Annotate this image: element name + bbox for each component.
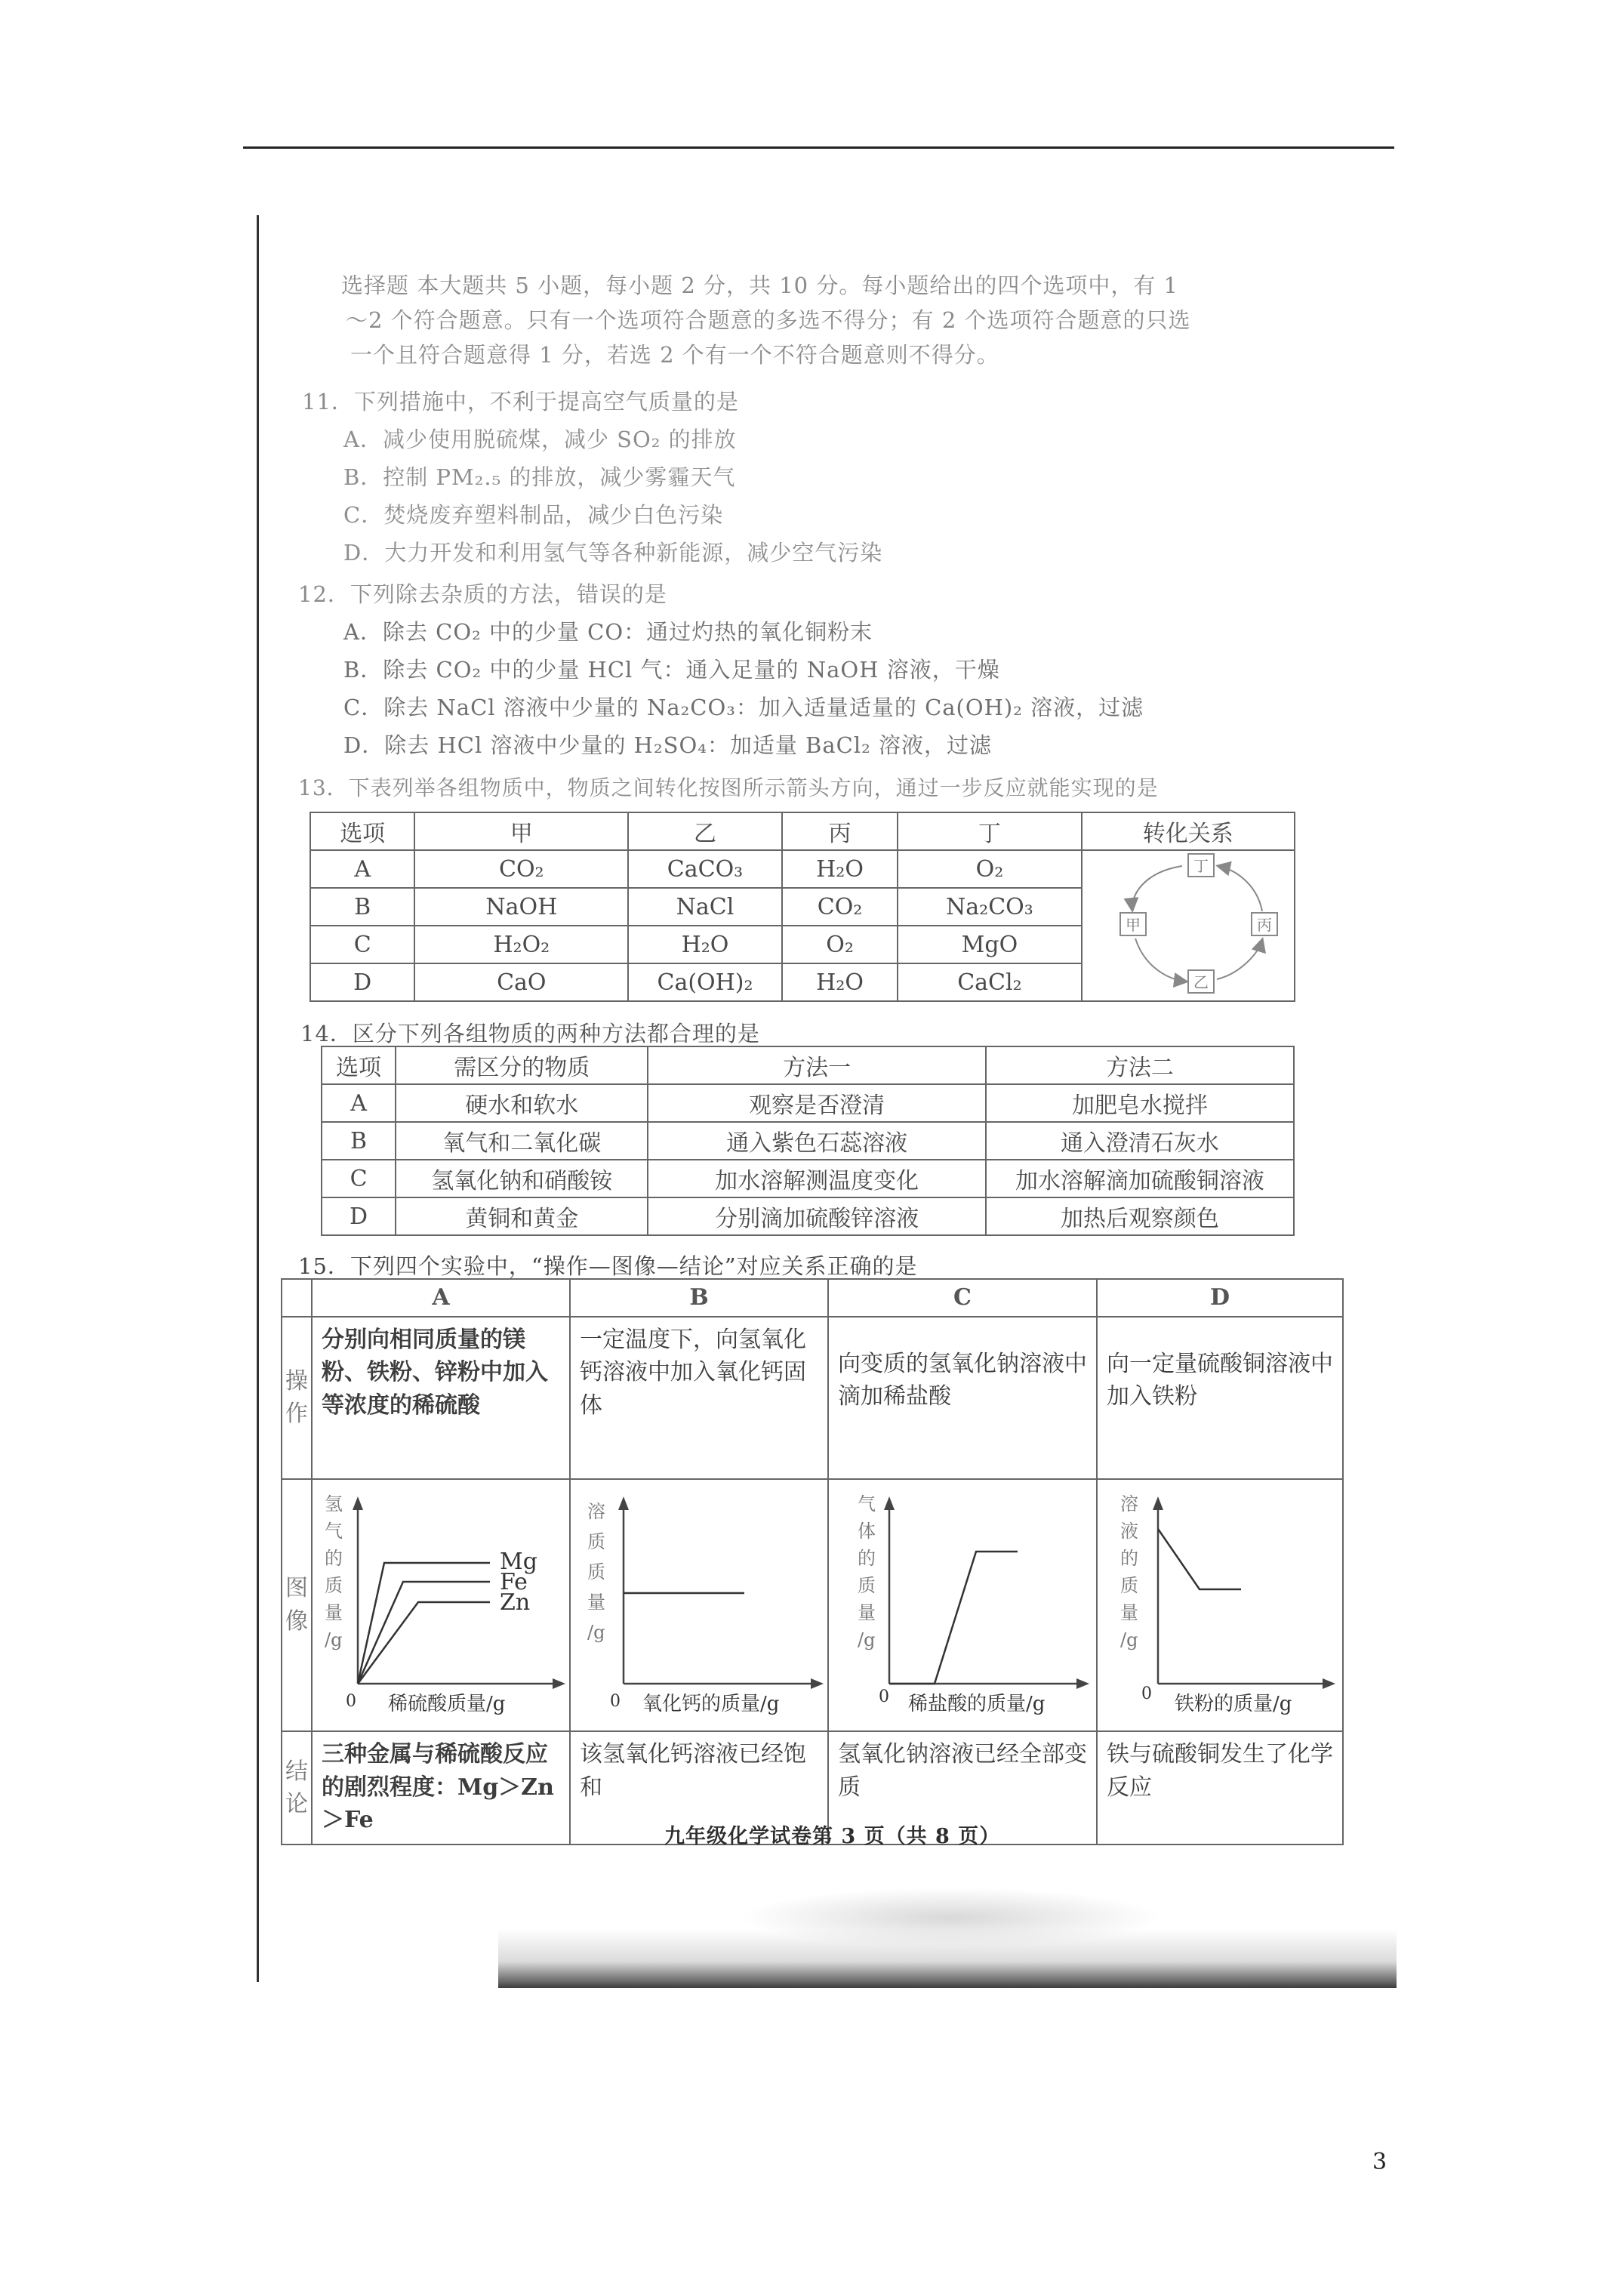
q14-cell: 加热后观察颜色: [986, 1197, 1294, 1235]
y-axis-arrow: [884, 1496, 895, 1510]
y-label-char: 气: [858, 1493, 876, 1515]
q15-table: [281, 1278, 1344, 1845]
q13-cell: A: [310, 850, 414, 888]
q13-header-ding: 丁: [898, 812, 1081, 850]
y-label-char: 量: [858, 1601, 876, 1623]
series-line-zn: [358, 1602, 490, 1684]
series-line: [1158, 1529, 1241, 1589]
q15-conclusion-c: 氢氧化钠溶液已经全部变质: [828, 1731, 1097, 1845]
series-label-fe: Fe: [500, 1568, 528, 1595]
y-label-char: 量: [1120, 1601, 1138, 1623]
q15-graph-b-cell: [570, 1479, 828, 1732]
arrow-yi-to-bing: [1217, 940, 1262, 979]
q13-cell: H₂O: [782, 963, 898, 1001]
q15-operation-b: 一定温度下，向氢氧化钙溶液中加入氧化钙固体: [570, 1317, 828, 1479]
q15-col-c: C: [828, 1279, 1097, 1317]
y-label-char: 质: [1120, 1574, 1138, 1596]
y-label-char: /g: [325, 1629, 343, 1650]
q14-header-method-2: 方法二: [986, 1046, 1294, 1084]
q13-header-option: 选项: [310, 812, 414, 850]
x-axis-arrow: [553, 1678, 565, 1689]
y-label-char: 气: [325, 1520, 343, 1542]
q13-stem: 13．下表列举各组物质中，物质之间转化按图所示箭头方向，通过一步反应就能实现的是: [298, 775, 1159, 800]
y-label-char: 溶: [587, 1500, 605, 1522]
q13-transformation-diagram: [1107, 849, 1292, 1000]
y-label-char: 体: [858, 1520, 876, 1542]
q13-cell: B: [310, 888, 414, 926]
q15-stem: 15．下列四个实验中，“操作—图像—结论”对应关系正确的是: [298, 1253, 918, 1279]
q14-header-method-1: 方法一: [648, 1046, 985, 1084]
x-axis-label: 稀硫酸质量/g: [388, 1692, 506, 1715]
y-axis-arrow: [1153, 1496, 1163, 1510]
q13-cell: O₂: [782, 926, 898, 963]
arrow-ding-to-jia: [1132, 866, 1182, 910]
q14-cell: 加水溶解测温度变化: [648, 1160, 985, 1197]
scan-edge-shadow: [498, 1929, 1397, 1988]
q15-graph-b: [571, 1480, 827, 1721]
q15-corner: [282, 1279, 312, 1317]
y-label-char: /g: [858, 1629, 876, 1650]
x-axis-label: 铁粉的质量/g: [1175, 1692, 1292, 1715]
q14-table: [321, 1046, 1295, 1236]
q14-header-substances: 需区分的物质: [396, 1046, 648, 1084]
x-axis-label: 氧化钙的质量/g: [642, 1692, 780, 1715]
q15-graph-d-cell: [1097, 1479, 1343, 1732]
q13-cell: CaO: [414, 963, 628, 1001]
q11-option-a: A．减少使用脱硫煤，减少 SO₂ 的排放: [343, 427, 737, 452]
q15-graph-a: [313, 1480, 569, 1721]
q13-cell: D: [310, 963, 414, 1001]
q15-row-operation-label: 操作: [282, 1317, 312, 1479]
top-rule: [243, 146, 1394, 149]
q12-option-d: D．除去 HCl 溶液中少量的 H₂SO₄：加适量 BaCl₂ 溶液，过滤: [343, 732, 992, 758]
q15-operation-d: 向一定量硫酸铜溶液中加入铁粉: [1097, 1317, 1343, 1479]
q11-option-c: C．焚烧废弃塑料制品，减少白色污染: [343, 502, 724, 528]
q14-cell: 分别滴加硫酸锌溶液: [648, 1197, 985, 1235]
q14-cell: A: [322, 1084, 396, 1122]
page-footer: 九年级化学试卷第 3 页（共 8 页）: [664, 1825, 1001, 1848]
y-label-char: 量: [587, 1591, 605, 1613]
q14-cell: 加肥皂水搅拌: [986, 1084, 1294, 1122]
y-label-char: 溶: [1120, 1493, 1138, 1515]
y-label-char: 液: [1120, 1520, 1138, 1542]
q12-option-b: B．除去 CO₂ 中的少量 HCl 气：通入足量的 NaOH 溶液，干燥: [343, 657, 1000, 683]
q14-cell: 加水溶解滴加硫酸铜溶液: [986, 1160, 1294, 1197]
q14-cell: B: [322, 1122, 396, 1160]
q13-cell: H₂O₂: [414, 926, 628, 963]
q11-option-d: D．大力开发和利用氢气等各种新能源，减少空气污染: [343, 540, 883, 566]
q13-cell: CO₂: [414, 850, 628, 888]
q12-stem: 12．下列除去杂质的方法，错误的是: [298, 581, 667, 607]
y-label-char: 质: [587, 1530, 605, 1552]
q15-conclusion-b: 该氢氧化钙溶液已经饱和: [570, 1731, 828, 1845]
y-label-char: 质: [587, 1561, 605, 1583]
label-ding: 丁: [1193, 857, 1209, 875]
y-axis-arrow: [353, 1496, 363, 1510]
y-label-char: /g: [1120, 1629, 1138, 1650]
q15-conclusion-a: 三种金属与稀硫酸反应的剧烈程度：Mg＞Zn＞Fe: [312, 1731, 570, 1845]
q15-operation-c: 向变质的氢氧化钠溶液中滴加稀盐酸: [828, 1317, 1097, 1479]
section-intro-line-1: 选择题 本大题共 5 小题，每小题 2 分，共 10 分。每小题给出的四个选项中，有 1: [341, 273, 1179, 298]
series-line: [889, 1552, 1018, 1684]
q13-cell: Na₂CO₃: [898, 888, 1081, 926]
label-bing: 丙: [1257, 916, 1272, 934]
series-label-zn: Zn: [500, 1589, 531, 1616]
q13-cell: H₂O: [628, 926, 782, 963]
q13-header-jia: 甲: [414, 812, 628, 850]
q14-cell: 通入紫色石蕊溶液: [648, 1122, 985, 1160]
label-jia: 甲: [1126, 916, 1141, 934]
q14-cell: 黄铜和黄金: [396, 1197, 648, 1235]
q14-cell: 氧气和二氧化碳: [396, 1122, 648, 1160]
q14-cell: 硬水和软水: [396, 1084, 648, 1122]
q11-option-b: B．控制 PM₂.₅ 的排放，减少雾霾天气: [343, 464, 736, 490]
q15-operation-a: 分别向相同质量的镁粉、铁粉、锌粉中加入等浓度的稀硫酸: [312, 1317, 570, 1479]
origin-label: 0: [1141, 1684, 1152, 1703]
y-label-char: 量: [325, 1601, 343, 1623]
q15-graph-c-cell: [828, 1479, 1097, 1732]
q15-col-b: B: [570, 1279, 828, 1317]
origin-label: 0: [879, 1687, 889, 1706]
q15-col-d: D: [1097, 1279, 1343, 1317]
q13-cell: Ca(OH)₂: [628, 963, 782, 1001]
y-label-char: 质: [858, 1574, 876, 1596]
q15-graph-c: [829, 1480, 1096, 1721]
y-label-char: /g: [587, 1621, 605, 1643]
x-axis-arrow: [811, 1678, 824, 1689]
q13-header-relation: 转化关系: [1082, 812, 1295, 850]
q14-cell: D: [322, 1197, 396, 1235]
origin-label: 0: [346, 1691, 356, 1711]
origin-label: 0: [610, 1691, 621, 1711]
q15-graph-a-cell: [312, 1479, 570, 1732]
q13-cell: MgO: [898, 926, 1081, 963]
q14-stem: 14．区分下列各组物质的两种方法都合理的是: [300, 1021, 760, 1046]
q11-stem: 11．下列措施中，不利于提高空气质量的是: [302, 389, 739, 415]
q15-row-graph-label: 图像: [282, 1479, 312, 1732]
q15-col-a: A: [312, 1279, 570, 1317]
q14-header-option: 选项: [322, 1046, 396, 1084]
section-intro-line-2: ～2 个符合题意。只有一个选项符合题意的多选不得分；有 2 个选项符合题意的只选: [346, 307, 1191, 333]
q13-cell: CO₂: [782, 888, 898, 926]
x-axis-arrow: [1076, 1678, 1089, 1689]
q15-graph-d: [1098, 1480, 1342, 1721]
q14-cell: 氢氧化钠和硝酸铵: [396, 1160, 648, 1197]
series-label-mg: Mg: [500, 1548, 537, 1575]
arrow-bing-to-ding: [1218, 866, 1262, 911]
q14-cell: 通入澄清石灰水: [986, 1122, 1294, 1160]
q13-cell: CaCO₃: [628, 850, 782, 888]
x-axis-arrow: [1323, 1678, 1335, 1689]
label-yi: 乙: [1193, 973, 1209, 991]
y-label-char: 的: [325, 1547, 343, 1569]
q13-cell: NaOH: [414, 888, 628, 926]
q13-cell: C: [310, 926, 414, 963]
q14-cell: 观察是否澄清: [648, 1084, 985, 1122]
q15-conclusion-d: 铁与硫酸铜发生了化学反应: [1097, 1731, 1343, 1845]
q13-cell: NaCl: [628, 888, 782, 926]
y-label-char: 氢: [325, 1493, 343, 1515]
y-label-char: 的: [858, 1547, 876, 1569]
y-label-char: 质: [325, 1574, 343, 1596]
q13-cell: H₂O: [782, 850, 898, 888]
q13-header-yi: 乙: [628, 812, 782, 850]
page-number: 3: [1372, 2149, 1387, 2175]
q13-cell: O₂: [898, 850, 1081, 888]
q12-option-a: A．除去 CO₂ 中的少量 CO：通过灼热的氧化铜粉末: [343, 619, 873, 645]
q14-cell: C: [322, 1160, 396, 1197]
q13-header-bing: 丙: [782, 812, 898, 850]
arrow-jia-to-yi: [1135, 938, 1186, 982]
q13-cell: CaCl₂: [898, 963, 1081, 1001]
binding-margin-line: [257, 215, 259, 1982]
y-label-char: 的: [1120, 1547, 1138, 1569]
q12-option-c: C．除去 NaCl 溶液中少量的 Na₂CO₃：加入适量适量的 Ca(OH)₂ 溶液，过滤: [343, 695, 1144, 720]
q15-row-conclusion-label: 结论: [282, 1731, 312, 1845]
section-intro-line-3: 一个且符合题意得 1 分，若选 2 个有一个不符合题意则不得分。: [350, 342, 999, 368]
y-axis-arrow: [618, 1496, 629, 1510]
x-axis-label: 稀盐酸的质量/g: [908, 1692, 1046, 1715]
